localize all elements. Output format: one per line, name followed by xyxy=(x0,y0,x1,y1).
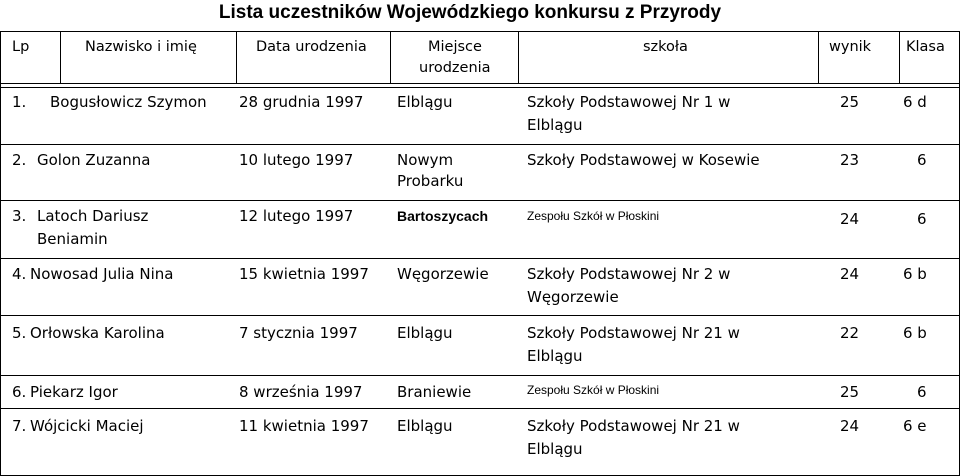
header-birth: Data urodzenia xyxy=(256,39,367,55)
row-divider xyxy=(0,375,960,376)
row-4-score: 24 xyxy=(840,265,860,283)
col-divider xyxy=(236,31,237,83)
row-divider xyxy=(0,144,960,145)
row-divider xyxy=(0,200,960,201)
row-7-score: 24 xyxy=(840,417,860,435)
row-5-school: Szkoły Podstawowej Nr 21 w xyxy=(527,324,740,342)
row-6-school: Zespołu Szkół w Płoskini xyxy=(527,383,660,397)
row-2-lp: 2. xyxy=(12,151,27,169)
row-5-birth: 7 stycznia 1997 xyxy=(239,324,358,342)
row-4-lp: 4. xyxy=(12,265,27,283)
row-1-school-line2: Elblągu xyxy=(527,116,583,134)
header-score: wynik xyxy=(829,39,872,55)
row-1-place: Elblągu xyxy=(397,93,453,111)
row-3-class: 6 xyxy=(917,210,927,228)
row-4-place: Węgorzewie xyxy=(397,265,489,283)
row-1-birth: 28 grudnia 1997 xyxy=(239,93,364,111)
header-school: szkoła xyxy=(643,39,688,55)
row-3-name-line2: Beniamin xyxy=(37,230,108,248)
row-6-birth: 8 września 1997 xyxy=(239,383,363,401)
col-divider xyxy=(390,31,391,83)
row-3-place: Bartoszycach xyxy=(397,208,489,224)
row-7-school: Szkoły Podstawowej Nr 21 w xyxy=(527,417,740,435)
row-1-school: Szkoły Podstawowej Nr 1 w xyxy=(527,93,731,111)
col-divider xyxy=(60,31,61,83)
row-2-place: Nowym xyxy=(397,151,454,169)
row-7-name: Wójcicki Maciej xyxy=(30,417,144,435)
header-place-line2: urodzenia xyxy=(419,60,491,76)
row-divider xyxy=(0,408,960,409)
row-6-class: 6 xyxy=(917,383,927,401)
row-5-name: Orłowska Karolina xyxy=(30,324,165,342)
row-6-name: Piekarz Igor xyxy=(30,383,118,401)
row-7-class: 6 e xyxy=(903,417,927,435)
row-5-school-line2: Elblągu xyxy=(527,347,583,365)
row-3-score: 24 xyxy=(840,210,860,228)
row-5-lp: 5. xyxy=(12,324,27,342)
row-7-place: Elblągu xyxy=(397,417,453,435)
row-5-place: Elblągu xyxy=(397,324,453,342)
col-divider xyxy=(899,31,900,83)
col-divider xyxy=(818,31,819,83)
row-2-birth: 10 lutego 1997 xyxy=(239,151,354,169)
row-2-class: 6 xyxy=(917,151,927,169)
row-4-class: 6 b xyxy=(903,265,927,283)
header-place: Miejsce xyxy=(428,39,482,55)
row-1-score: 25 xyxy=(840,93,860,111)
row-4-school: Szkoły Podstawowej Nr 2 w xyxy=(527,265,731,283)
row-4-birth: 15 kwietnia 1997 xyxy=(239,265,369,283)
col-divider xyxy=(518,31,519,83)
row-6-score: 25 xyxy=(840,383,860,401)
row-6-lp: 6. xyxy=(12,383,27,401)
row-divider xyxy=(0,258,960,259)
row-4-name: Nowosad Julia Nina xyxy=(30,265,174,283)
row-2-score: 23 xyxy=(840,151,860,169)
row-3-birth: 12 lutego 1997 xyxy=(239,207,354,225)
header-class: Klasa xyxy=(906,39,945,55)
header-name: Nazwisko i imię xyxy=(85,39,197,55)
row-3-lp: 3. xyxy=(12,207,27,225)
row-2-school: Szkoły Podstawowej w Kosewie xyxy=(527,151,760,169)
row-3-name: Latoch Dariusz xyxy=(37,207,149,225)
row-4-school-line2: Węgorzewie xyxy=(527,288,619,306)
row-5-class: 6 b xyxy=(903,324,927,342)
table-border-top xyxy=(0,31,960,32)
row-1-name: Bogusłowicz Szymon xyxy=(50,93,207,111)
row-divider xyxy=(0,83,960,84)
row-6-place: Braniewie xyxy=(397,383,472,401)
row-7-school-line2: Elblągu xyxy=(527,440,583,458)
row-7-lp: 7. xyxy=(12,417,27,435)
row-2-name: Golon Zuzanna xyxy=(37,151,151,169)
row-3-school: Zespołu Szkół w Płoskini xyxy=(527,209,660,223)
row-7-birth: 11 kwietnia 1997 xyxy=(239,417,369,435)
row-1-lp: 1. xyxy=(12,93,27,111)
row-5-score: 22 xyxy=(840,324,860,342)
row-2-place-line2: Probarku xyxy=(397,172,464,190)
participants-table xyxy=(0,31,960,476)
row-divider xyxy=(0,315,960,316)
header-lp: Lp xyxy=(12,39,30,55)
col-divider xyxy=(0,31,1,476)
page-title: Lista uczestników Wojewódzkiego konkursu z Przyrody xyxy=(218,2,722,23)
row-1-class: 6 d xyxy=(903,93,927,111)
row-divider xyxy=(0,87,960,88)
